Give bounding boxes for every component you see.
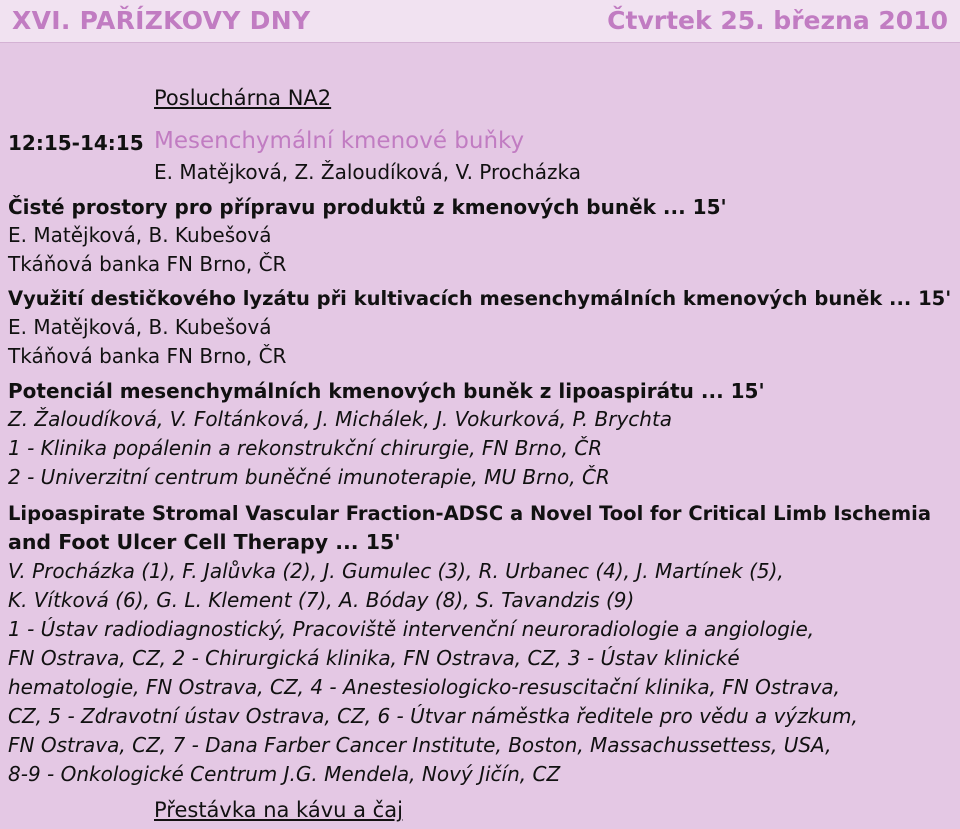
talk-affiliation: FN Ostrava, CZ, 7 - Dana Farber Cancer Institute, Boston, Massachussettess, USA, bbox=[8, 733, 832, 757]
talk-affiliation: 1 - Ústav radiodiagnostický, Pracoviště intervenční neuroradiologie a angiologie, bbox=[8, 617, 815, 641]
talk-2 bbox=[8, 285, 951, 371]
talk-authors: E. Matějková, B. Kubešová bbox=[8, 315, 272, 339]
talk-authors: Z. Žaloudíková, V. Foltánková, J. Michálek, J. Vokurková, P. Brychta bbox=[8, 407, 673, 431]
talk-title: and Foot Ulcer Cell Therapy ... 15' bbox=[8, 530, 401, 554]
talk-affiliation: 1 - Klinika popálenin a rekonstrukční chirurgie, FN Brno, ČR bbox=[8, 436, 603, 460]
session-date: Čtvrtek 25. března 2010 bbox=[607, 6, 948, 35]
conference-title: XVI. PAŘÍZKOVY DNY bbox=[12, 6, 311, 35]
session-chairs: E. Matějková, Z. Žaloudíková, V. Procházka bbox=[154, 160, 581, 184]
room-label: Posluchárna NA2 bbox=[154, 86, 332, 110]
talk-4 bbox=[8, 499, 931, 789]
talk-affiliation: FN Ostrava, CZ, 2 - Chirurgická klinika, FN Ostrava, CZ, 3 - Ústav klinické bbox=[8, 646, 740, 670]
talk-affiliation: 8-9 - Onkologické Centrum J.G. Mendela, Nový Jičín, CZ bbox=[8, 762, 561, 786]
talk-title: Čisté prostory pro přípravu produktů z kmenových buněk ... 15' bbox=[8, 195, 727, 219]
talk-affiliation: Tkáňová banka FN Brno, ČR bbox=[8, 252, 287, 276]
talk-authors: V. Procházka (1), F. Jalůvka (2), J. Gumulec (3), R. Urbanec (4), J. Martínek (5), bbox=[8, 559, 784, 583]
session-title: Mesenchymální kmenové buňky bbox=[154, 128, 525, 154]
talk-affiliation: CZ, 5 - Zdravotní ústav Ostrava, CZ, 6 - Útvar náměstka ředitele pro vědu a výzkum, bbox=[8, 704, 858, 728]
talk-affiliation: Tkáňová banka FN Brno, ČR bbox=[8, 344, 287, 368]
talk-authors: E. Matějková, B. Kubešová bbox=[8, 223, 272, 247]
talk-title: Lipoaspirate Stromal Vascular Fraction-ADSC a Novel Tool for Critical Limb Ischemia bbox=[8, 502, 932, 525]
talk-affiliation: hematologie, FN Ostrava, CZ, 4 - Anestesiologicko-resuscitační klinika, FN Ostrava, bbox=[8, 675, 841, 699]
session-time: 12:15-14:15 bbox=[8, 131, 144, 155]
coffee-break-label: Přestávka na kávu a čaj bbox=[154, 798, 403, 822]
talk-authors: K. Vítková (6), G. L. Klement (7), A. Bóday (8), S. Tavandzis (9) bbox=[8, 588, 635, 612]
talk-affiliation: 2 - Univerzitní centrum buněčné imunoterapie, MU Brno, ČR bbox=[8, 465, 610, 489]
talk-title: Potenciál mesenchymálních kmenových buněk z lipoaspirátu ... 15' bbox=[8, 379, 765, 403]
talk-3 bbox=[8, 377, 765, 492]
talk-title: Využití destičkového lyzátu při kultivacích mesenchymálních kmenových buněk ... 15' bbox=[8, 287, 952, 310]
page-header bbox=[0, 0, 960, 43]
talk-1 bbox=[8, 193, 727, 279]
